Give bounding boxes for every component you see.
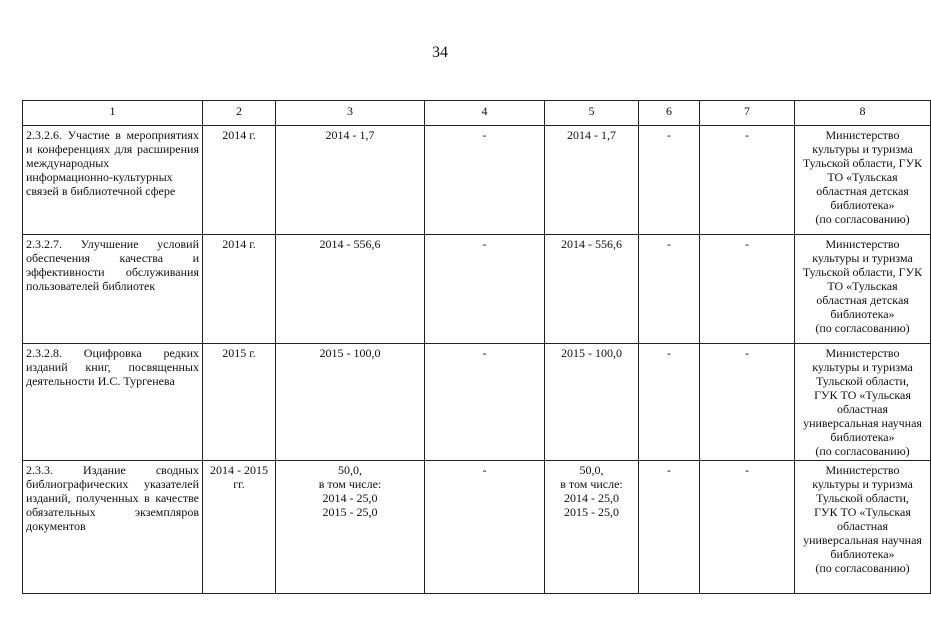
funding-col7-cell: -	[700, 235, 795, 344]
column-header-2: 2	[203, 101, 276, 126]
funding-col6-cell: -	[639, 461, 700, 594]
total-funding-cell: 2015 - 100,0	[276, 344, 425, 461]
funding-col5-cell: 2014 - 556,6	[545, 235, 639, 344]
funding-col5-cell: 2014 - 1,7	[545, 126, 639, 235]
period-cell: 2014 г.	[203, 126, 276, 235]
responsible-cell: Министерство культуры и туризма Тульской области, ГУК ТО «Тульская областная универсальная научная библиотека» (по согласованию)	[795, 461, 931, 594]
table-row	[23, 461, 931, 594]
funding-col4-cell: -	[425, 344, 545, 461]
page-number: 34	[432, 44, 448, 61]
column-header-8: 8	[795, 101, 931, 126]
funding-col6-cell: -	[639, 344, 700, 461]
period-cell: 2014 г.	[203, 235, 276, 344]
responsible-cell: Министерство культуры и туризма Тульской области, ГУК ТО «Тульская областная универсальная научная библиотека» (по согласованию)	[795, 344, 931, 461]
activity-cell: 2.3.2.7. Улучшение условий обеспечения качества и эффективности обслуживания пользователей библиотек	[23, 235, 203, 344]
total-funding-cell: 50,0, в том числе: 2014 - 25,0 2015 - 25,0	[276, 461, 425, 594]
column-header-6: 6	[639, 101, 700, 126]
column-header-5: 5	[545, 101, 639, 126]
funding-col7-cell: -	[700, 126, 795, 235]
funding-col7-cell: -	[700, 344, 795, 461]
funding-col5-cell: 2015 - 100,0	[545, 344, 639, 461]
funding-col7-cell: -	[700, 461, 795, 594]
funding-col6-cell: -	[639, 126, 700, 235]
column-header-1: 1	[23, 101, 203, 126]
header-row	[23, 101, 931, 126]
column-header-7: 7	[700, 101, 795, 126]
funding-col4-cell: -	[425, 235, 545, 344]
activity-cell: 2.3.3. Издание сводных библиографических указателей изданий, полученных в качестве обязательных экземпляров документов	[23, 461, 203, 594]
funding-col4-cell: -	[425, 126, 545, 235]
table-row	[23, 344, 931, 461]
period-cell: 2014 - 2015 гг.	[203, 461, 276, 594]
table-row	[23, 126, 931, 235]
column-header-3: 3	[276, 101, 425, 126]
funding-col6-cell: -	[639, 235, 700, 344]
activity-cell: 2.3.2.6. Участие в мероприятиях и конференциях для расширения международных информационно-культурных связей в библиотечной сфере	[23, 126, 203, 235]
table-row	[23, 235, 931, 344]
total-funding-cell: 2014 - 556,6	[276, 235, 425, 344]
total-funding-cell: 2014 - 1,7	[276, 126, 425, 235]
activity-cell: 2.3.2.8. Оцифровка редких изданий книг, посвященных деятельности И.С. Тургенева	[23, 344, 203, 461]
program-table	[22, 100, 931, 594]
funding-col5-cell: 50,0, в том числе: 2014 - 25,0 2015 - 25,0	[545, 461, 639, 594]
period-cell: 2015 г.	[203, 344, 276, 461]
funding-col4-cell: -	[425, 461, 545, 594]
responsible-cell: Министерство культуры и туризма Тульской области, ГУК ТО «Тульская областная детская библиотека» (по согласованию)	[795, 235, 931, 344]
column-header-4: 4	[425, 101, 545, 126]
responsible-cell: Министерство культуры и туризма Тульской области, ГУК ТО «Тульская областная детская библиотека» (по согласованию)	[795, 126, 931, 235]
